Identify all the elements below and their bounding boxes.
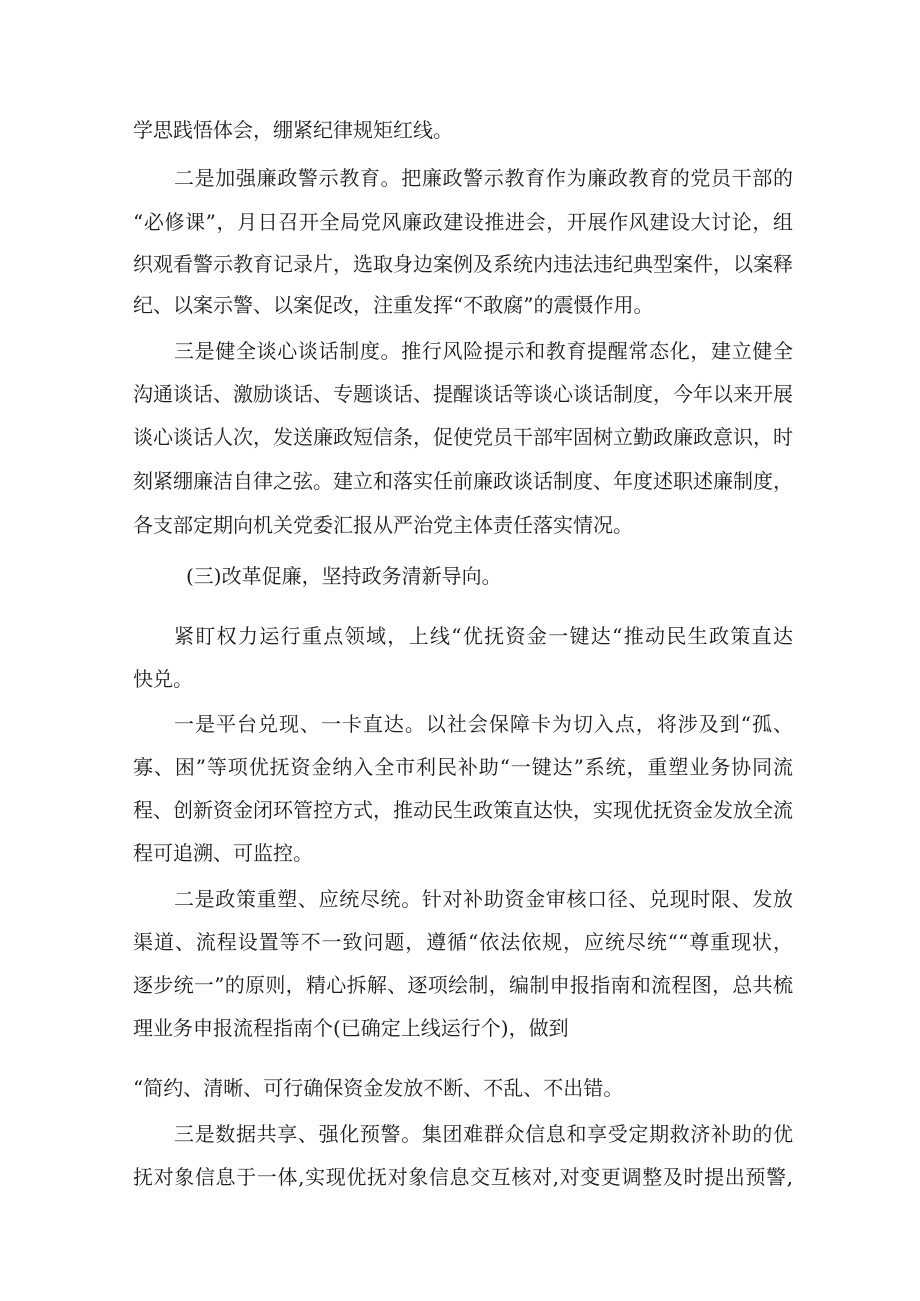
paragraph-line: 学思践悟体会，绷紧纪律规矩红线。 — [133, 118, 453, 142]
paragraph-line: 谈心谈话人次，发送廉政短信条，促使党员干部牢固树立勤政廉政意识，时 — [133, 425, 793, 449]
paragraph-line: 刻紧绷廉洁自律之弦。建立和落实任前廉政谈话制度、年度述职述廉制度， — [133, 469, 793, 493]
paragraph-line: 程可追溯、可监控。 — [133, 841, 313, 865]
paragraph-line: “简约、清晰、可行确保资金发放不断、不乱、不出错。 — [133, 1076, 624, 1100]
paragraph-line: 织观看警示教育记录片，选取身边案例及系统内违法违纪典型案件，以案释 — [133, 252, 793, 276]
paragraph-line: 抚对象信息于一体,实现优抚对象信息交互核对,对变更调整及时提出预警, — [133, 1165, 793, 1189]
paragraph-line: 一是平台兑现、一卡直达。以社会保障卡为切入点，将涉及到“孤、 — [174, 712, 793, 736]
paragraph-line: 紧盯权力运行重点领域，上线“优抚资金一键达“推动民生政策直达 — [174, 624, 793, 648]
paragraph-line: “必修课”，月日召开全局党风廉政建设推进会，开展作风建设大讨论，组 — [133, 210, 793, 234]
paragraph-line: 二是政策重塑、应统尽统。针对补助资金审核口径、兑现时限、发放 — [174, 887, 793, 911]
paragraph-line: 逐步统一”的原则，精心拆解、逐项绘制，编制申报指南和流程图，总共梳 — [133, 973, 793, 997]
paragraph-line: 快兑。 — [133, 667, 193, 691]
paragraph-line: 沟通谈话、激励谈话、专题谈话、提醒谈话等谈心谈话制度，今年以来开展 — [133, 382, 793, 406]
paragraph-line: 寡、困”等项优抚资金纳入全市利民补助“一键达”系统，重塑业务协同流 — [133, 755, 793, 779]
paragraph-line: 程、创新资金闭环管控方式，推动民生政策直达快，实现优抚资金发放全流 — [133, 798, 793, 822]
paragraph-line: 二是加强廉政警示教育。把廉政警示教育作为廉政教育的党员干部的 — [174, 166, 793, 190]
paragraph-line: 纪、以案示警、以案促改，注重发挥“不敢腐”的震慑作用。 — [133, 293, 654, 317]
paragraph-line: 三是健全谈心谈话制度。推行风险提示和教育提醒常态化，建立健全 — [174, 339, 793, 363]
paragraph-line: 理业务申报流程指南个(已确定上线运行个)，做到 — [133, 1016, 569, 1040]
paragraph-line: 各支部定期向机关党委汇报从严治党主体责任落实情况。 — [133, 513, 633, 537]
section-heading: (三)改革促廉，坚持政务清新导向。 — [186, 564, 502, 588]
paragraph-line: 渠道、流程设置等不一致问题，遵循“依法依规，应统尽统““尊重现状， — [133, 930, 793, 954]
paragraph-line: 三是数据共享、强化预警。集团难群众信息和享受定期救济补助的优 — [174, 1122, 793, 1146]
